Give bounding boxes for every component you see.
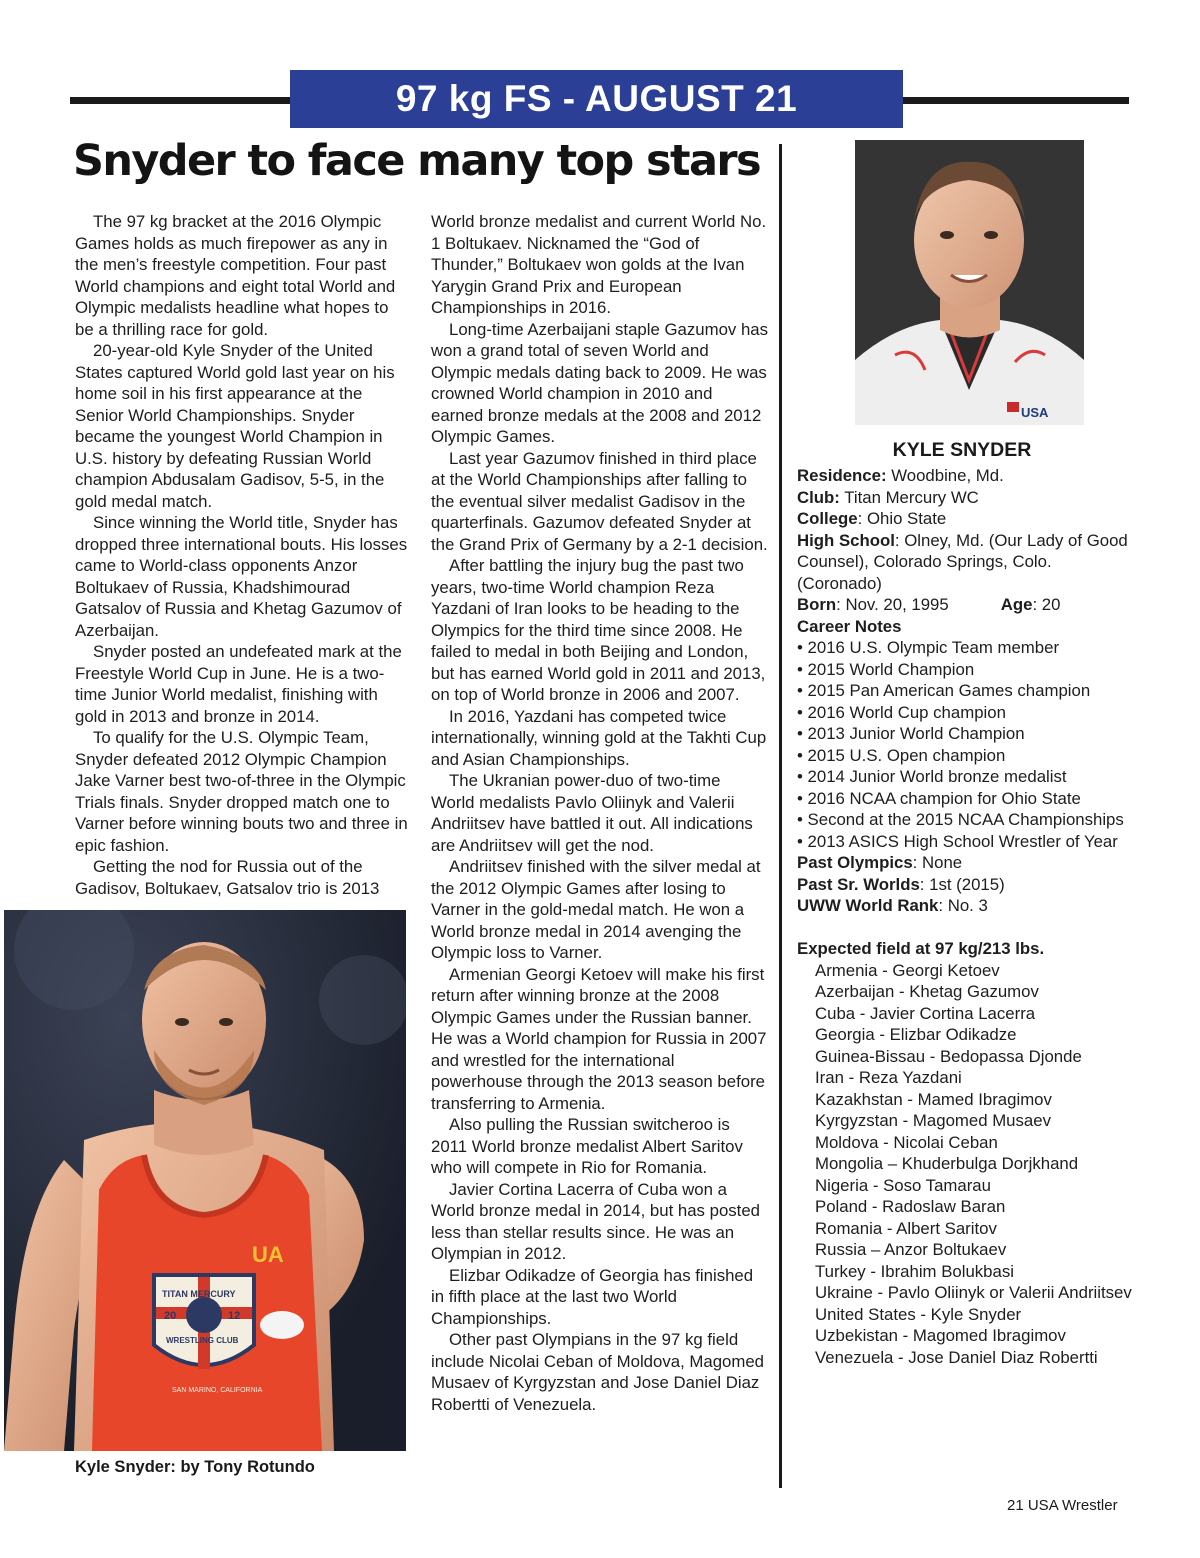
article-paragraph: In 2016, Yazdani has competed twice internationally, winning gold at the Takhti Cup and Asian Championships. (431, 706, 767, 769)
page-footer: 21 USA Wrestler (1007, 1497, 1118, 1514)
article-column-1 (75, 211, 410, 899)
field-entry: Turkey - Ibrahim Bolukbasi (815, 1261, 1014, 1281)
bio-past-worlds: Past Sr. Worlds: 1st (2015) (797, 874, 1005, 894)
bio-college: College: Ohio State (797, 509, 947, 528)
field-entry: Moldova - Nicolai Ceban (815, 1132, 998, 1152)
article-paragraph: Also pulling the Russian switcheroo is 2011 World bronze medalist Albert Saritov who will compete in Rio for Romania. (431, 1115, 743, 1177)
bio-high-school: High School: Olney, Md. (Our Lady of Good Counsel), Colorado Springs, Colo. (Coronado) (797, 530, 1128, 593)
field-entry: Mongolia – Khuderbulga Dorjkhand (815, 1154, 1079, 1173)
career-note: • 2015 World Champion (797, 659, 975, 679)
expected-field-heading: Expected field at 97 kg/213 lbs. (797, 939, 1045, 958)
field-entry: Kyrgyzstan - Magomed Musaev (815, 1111, 1051, 1130)
article-paragraph: Other past Olympians in the 97 kg field include Nicolai Ceban of Moldova, Magomed Musaev of Kyrgyzstan and Jose Daniel Diaz Robertti of Venezuela. (431, 1330, 765, 1414)
field-entry: Poland - Radoslaw Baran (815, 1197, 1006, 1216)
article-paragraph: Long-time Azerbaijani staple Gazumov has won a grand total of seven World and Olympic medals dating back to 2009. He was crowned World champion in 2010 and earned bronze medals at the 2008 and 2012 Olympic Games. (431, 319, 769, 446)
bio-world-rank: UWW World Rank: No. 3 (797, 896, 988, 915)
field-entry: Iran - Reza Yazdani (815, 1068, 962, 1087)
career-note: • 2013 ASICS High School Wrestler of Year (797, 831, 1118, 851)
article-paragraph: Last year Gazumov finished in third place at the World Championships after falling to the eventual silver medalist Gadisov in the quarterfinals. Gazumov defeated Snyder at the Grand Prix of Germany by a 2-1 decision. (431, 448, 768, 554)
career-note: • 2013 Junior World Champion (797, 724, 1025, 743)
svg-text:SAN MARINO, CALIFORNIA: SAN MARINO, CALIFORNIA (172, 1387, 263, 1394)
field-entry: Kazakhstan - Mamed Ibragimov (815, 1089, 1052, 1109)
wrestler-action-illustration (4, 910, 406, 1451)
article-paragraph: Elizbar Odikadze of Georgia has finished in fifth place at the last two World Championships. (431, 1265, 754, 1328)
article-paragraph: 20-year-old Kyle Snyder of the United States captured World gold last year on his home soil in his first appearance at the Senior World Championships. Snyder became the youngest World Champion in U.S. history by defeating Russian World champion Abdusalam Gadisov, 5-5, in the gold medal match. (75, 341, 395, 511)
action-photo (4, 910, 406, 1451)
field-entry: Venezuela - Jose Daniel Diaz Robertti (815, 1347, 1098, 1367)
article-paragraph: Javier Cortina Lacerra of Cuba won a World bronze medal in 2014, but has posted less than stellar results since. He was an Olympian in 2012. (431, 1179, 760, 1263)
career-note: • 2016 U.S. Olympic Team member (797, 638, 1060, 657)
article-paragraph: Andriitsev finished with the silver medal at the 2012 Olympic Games after losing to Varner in the gold-medal match. He won a World bronze medal in 2014 avenging the Olympic loss to Varner. (431, 857, 761, 962)
header-rule-right (903, 97, 1129, 104)
header-rule-left (70, 97, 292, 104)
bio-club: Club: Titan Mercury WC (797, 487, 979, 507)
field-entry: Guinea-Bissau - Bedopassa Djonde (815, 1046, 1082, 1066)
bio-born-age: Born: Nov. 20, 1995 Age: 20 (797, 595, 1061, 614)
bio-name: KYLE SNYDER (892, 439, 1032, 461)
svg-text:UA: UA (252, 1242, 284, 1267)
svg-text:WRESTLING CLUB: WRESTLING CLUB (166, 1336, 239, 1345)
headshot-photo (855, 140, 1084, 425)
field-entry: United States - Kyle Snyder (815, 1304, 1022, 1324)
article-paragraph: Snyder posted an undefeated mark at the Freestyle World Cup in June. He is a two-time Junior World medalist, finishing with gold in 2013 and bronze in 2014. (75, 642, 402, 726)
career-note: • 2016 World Cup champion (797, 702, 1006, 722)
field-entry: Nigeria - Soso Tamarau (815, 1175, 991, 1195)
article-paragraph: Getting the nod for Russia out of the Gadisov, Boltukaev, Gatsalov trio is 2013 (75, 857, 380, 898)
titan-mercury-crest (154, 1275, 254, 1369)
career-note: • 2015 Pan American Games champion (797, 681, 1091, 700)
career-notes-heading: Career Notes (797, 616, 902, 636)
article-paragraph: The 97 kg bracket at the 2016 Olympic Games holds as much firepower as any in the men’s freestyle competition. Four past World champions and eight total World and Olympic medalists headline what hopes to be a thrilling race for gold. (75, 212, 396, 339)
field-entry: Armenia - Georgi Ketoev (815, 960, 1000, 980)
svg-text:TITAN MERCURY: TITAN MERCURY (162, 1289, 236, 1299)
field-entry: Uzbekistan - Magomed Ibragimov (815, 1326, 1066, 1345)
article-paragraph: The Ukranian power-duo of two-time World medalists Pavlo Oliinyk and Valerii Andriitsev have battled it out. All indications are Andriitsev will get the nod. (431, 771, 753, 855)
field-entry: Ukraine - Pavlo Oliinyk or Valerii Andriitsev (815, 1283, 1132, 1302)
column-divider (779, 144, 782, 1488)
article-paragraph: Since winning the World title, Snyder has dropped three international bouts. His losses came to World-class opponents Anzor Boltukaev of Russia, Khadshimourad Gatsalov of Russia and Khetag Gazumov of Azerbaijan. (75, 513, 408, 640)
svg-text:20: 20 (164, 1310, 177, 1322)
section-banner (290, 70, 903, 128)
svg-text:12: 12 (228, 1310, 241, 1322)
field-entry: Romania - Albert Saritov (815, 1218, 997, 1238)
bio-residence: Residence: Woodbine, Md. (797, 466, 1004, 485)
article-headline: Snyder to face many top stars (73, 136, 760, 186)
article-paragraph-continued: World bronze medalist and current World No. 1 Boltukaev. Nicknamed the “God of Thunder,” Boltukaev won golds at the Ivan Yarygin Grand Prix and European Championships in 2016. (431, 212, 767, 317)
bio-past-olympics: Past Olympics: None (797, 853, 963, 872)
headshot-illustration (855, 140, 1084, 425)
article-paragraph: Armenian Georgi Ketoev will make his first return after winning bronze at the 2008 Olympic Games under the Russian banner. He was a World champion for Russia in 2007 and wrestled for the international powerhouse through the 2013 season before transferring to Armenia. (431, 964, 767, 1113)
career-note: • Second at the 2015 NCAA Championships (797, 810, 1124, 829)
svg-text:USA: USA (1021, 405, 1049, 420)
career-note: • 2015 U.S. Open champion (797, 745, 1006, 765)
article-paragraph: After battling the injury bug the past two years, two-time World champion Reza Yazdani of Iran looks to be heading to the Olympics for the third time since 2008. He failed to medal in both Beijing and London, but has earned World gold in 2011 and 2013, on top of World bronze in 2006 and 2007. (431, 556, 766, 704)
field-entry: Russia – Anzor Boltukaev (815, 1240, 1007, 1259)
article-column-2 (431, 211, 768, 1415)
field-entry: Azerbaijan - Khetag Gazumov (815, 982, 1039, 1001)
bio-panel (797, 465, 1132, 1368)
career-note: • 2014 Junior World bronze medalist (797, 767, 1067, 786)
article-paragraph: To qualify for the U.S. Olympic Team, Snyder defeated 2012 Olympic Champion Jake Varner best two-of-three in the Olympic Trials finals. Snyder dropped match one to Varner before winning bouts two and three in epic fashion. (75, 728, 408, 855)
field-entry: Cuba - Javier Cortina Lacerra (815, 1003, 1036, 1023)
career-note: • 2016 NCAA champion for Ohio State (797, 788, 1081, 808)
field-entry: Georgia - Elizbar Odikadze (815, 1025, 1017, 1044)
photo-caption: Kyle Snyder: by Tony Rotundo (75, 1458, 315, 1476)
banner-title: 97 kg FS - AUGUST 21 (395, 78, 798, 119)
